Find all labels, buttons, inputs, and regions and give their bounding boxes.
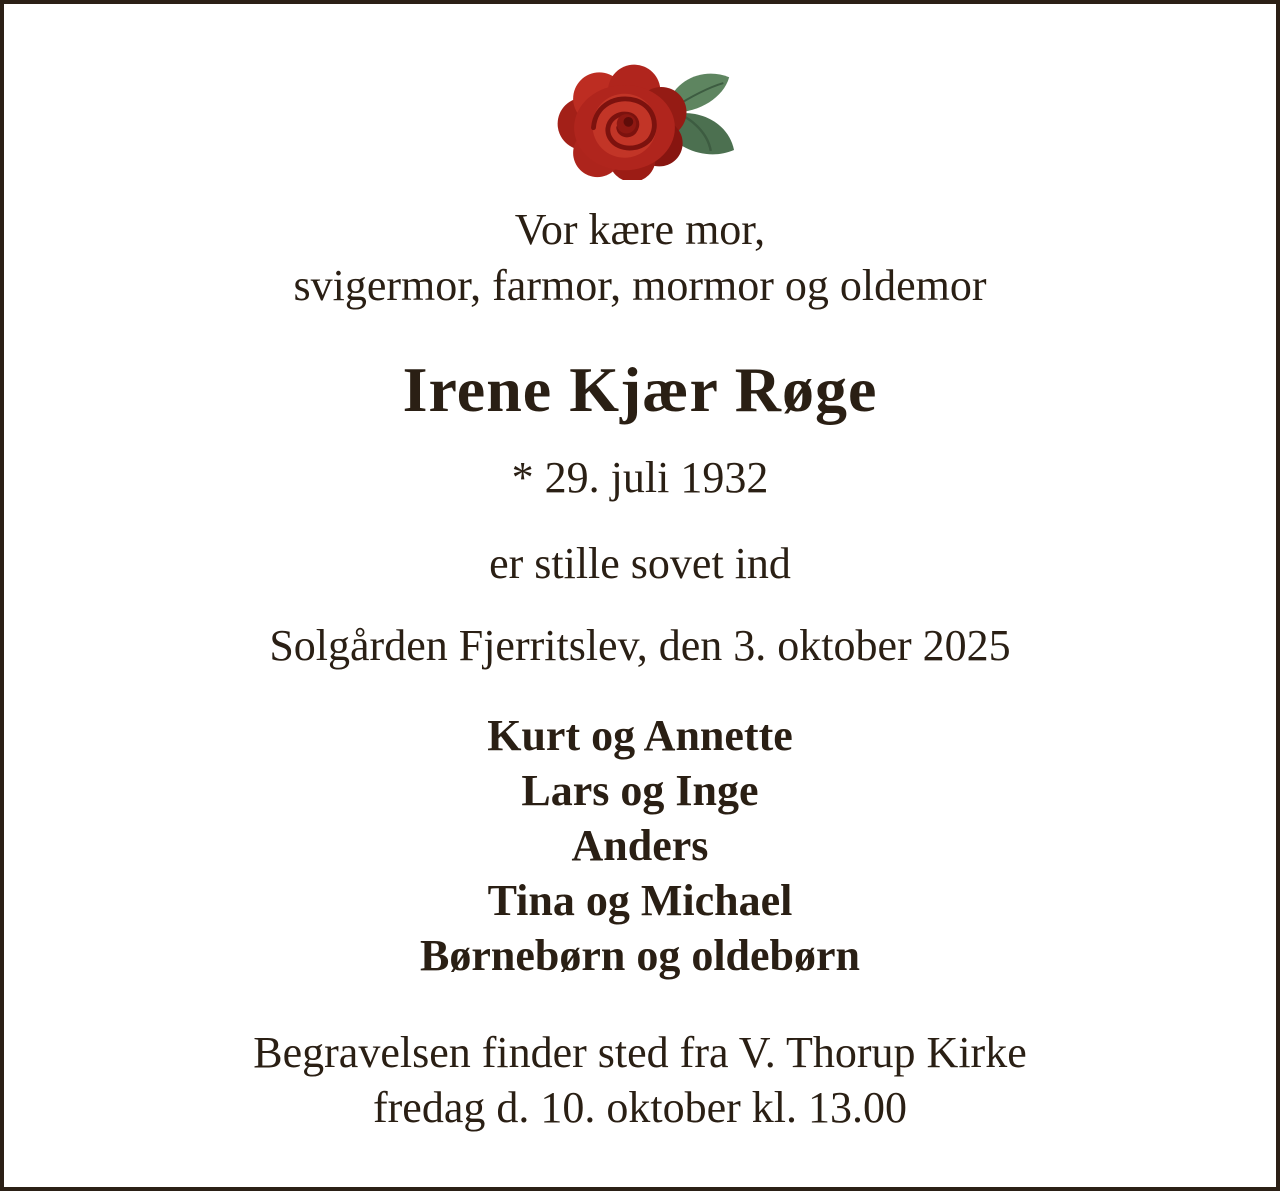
passing-line: er stille sovet ind	[489, 539, 791, 588]
deceased-name: Irene Kjær Røge	[402, 354, 878, 425]
intro-line-1: Vor kære mor,	[514, 205, 766, 254]
birth-date: * 29. juli 1932	[511, 453, 769, 502]
family-line: Kurt og Annette	[487, 711, 793, 760]
funeral-info-line-1: Begravelsen finder sted fra V. Thorup Kirke	[253, 1028, 1027, 1077]
intro-line-2: svigermor, farmor, mormor og oldemor	[293, 261, 987, 310]
obituary-notice	[4, 4, 1276, 1187]
place-and-date: Solgården Fjerritslev, den 3. oktober 2025	[269, 621, 1011, 670]
intro-lines	[294, 202, 987, 314]
family-line: Lars og Inge	[521, 766, 759, 815]
funeral-info	[253, 1025, 1026, 1135]
family-names	[420, 708, 860, 983]
family-line: Børnebørn og oldebørn	[419, 931, 861, 980]
funeral-info-line-2: fredag d. 10. oktober kl. 13.00	[373, 1083, 907, 1132]
family-line: Anders	[571, 821, 709, 870]
family-line: Tina og Michael	[487, 876, 793, 925]
rose-icon	[540, 54, 740, 180]
